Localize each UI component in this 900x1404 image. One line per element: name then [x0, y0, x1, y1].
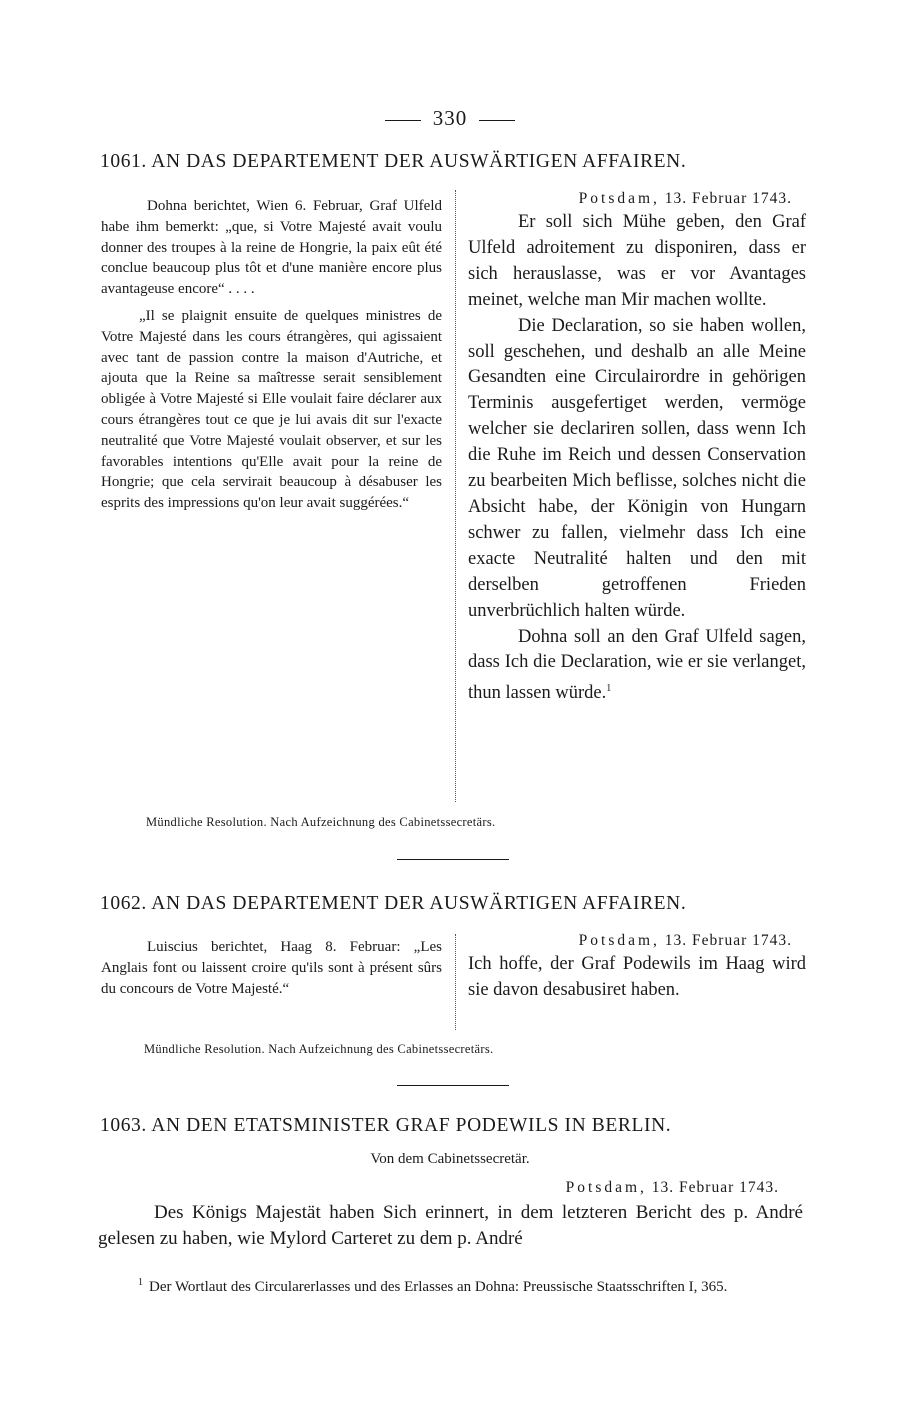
letter-1061-decision-paragraph-3: [468, 625, 806, 708]
letter-1062-decision: [468, 930, 806, 1004]
letter-1062-excerpt: [101, 937, 442, 999]
letter-1062-column-divider: [455, 934, 456, 1030]
letter-1063-dateline: [98, 1176, 803, 1200]
footnote: [98, 1272, 803, 1298]
letter-1061-decision-paragraph-2: Die Declaration, so sie haben wollen, soll geschehen, und deshalb an alle Meine Gesandten eine Circulairordre in gehörigen Terminis ausgefertiget werden, vermöge welcher sie declariren sollen, dass wenn Ich die Ruhe im Reich und dessen Conservation zu bearbeiten Mich beflisse, solches nicht die Absicht habe, der Königin von Hungarn schwer zu fallen, vielmehr dass Ich eine exacte Neutralité halten und den mit derselben getroffenen Frieden unverbrüchlich halten würde.: [468, 315, 806, 621]
footnote-text: Der Wortlaut des Circularerlasses und des Erlasses an Dohna: Preussische Staatsschriften I, 365.: [149, 1279, 728, 1295]
letter-1062-dateline-place: Potsdam,: [578, 932, 660, 949]
page-number-dash-right: [479, 120, 515, 121]
letter-1063-heading: 1063. AN DEN ETATSMINISTER GRAF PODEWILS IN BERLIN.: [100, 1115, 672, 1136]
letter-1061-heading: 1061. AN DAS DEPARTEMENT DER AUSWÄRTIGEN AFFAIREN.: [100, 151, 687, 172]
page-number-value: 330: [432, 106, 468, 130]
section-rule-1: [397, 859, 509, 860]
section-rule-2: [397, 1085, 509, 1086]
letter-1062-dateline: [468, 930, 806, 952]
footnote-marker: 1: [138, 1277, 143, 1288]
page-number-dash-left: [385, 120, 421, 121]
page-number: [0, 106, 900, 131]
letter-1063-body: [98, 1176, 803, 1252]
letter-1062-dateline-date: 13. Februar 1743.: [664, 932, 792, 949]
letter-1061-decision-paragraph-1: Er soll sich Mühe geben, den Graf Ulfeld adroitement zu disponiren, dass er sich herauslasse, was er vor Avantages meinet, welche man Mir machen wollte.: [468, 212, 806, 310]
letter-1061-decision: [468, 188, 806, 707]
letter-1061-column-divider: [455, 190, 456, 802]
letter-1061-dateline-place: Potsdam,: [578, 190, 660, 207]
letter-1061-decision-paragraph-3-text: Dohna soll an den Graf Ulfeld sagen, dass Ich die Declaration, wie er sie verlanget, thun lassen würde.: [468, 626, 806, 704]
letter-1061-footnote-ref: 1: [606, 683, 612, 695]
letter-1061-dateline-date: 13. Februar 1743.: [664, 190, 792, 207]
letter-1061-excerpt-paragraph-1-text: Dohna berichtet, Wien 6. Februar, Graf Ulfeld habe ihm bemerkt: „que, si Votre Majesté avait voulu donner des troupes à la reine de Hongrie, la paix eût été conclue beaucoup plus tôt et d'une manière encore plus avantageuse encore“ . . . .: [101, 198, 442, 298]
letter-1062-decision-paragraph-1: Ich hoffe, der Graf Podewils im Haag wird sie davon desabusiret haben.: [468, 954, 806, 1000]
letter-1061-excerpt: [101, 196, 442, 514]
letter-1061-resolution: Mündliche Resolution. Nach Aufzeichnung des Cabinetssecretärs.: [146, 815, 496, 829]
letter-1063-dateline-date: 13. Februar 1743.: [651, 1179, 779, 1196]
letter-1062-resolution: Mündliche Resolution. Nach Aufzeichnung des Cabinetssecretärs.: [144, 1042, 494, 1056]
letter-1062-heading: 1062. AN DAS DEPARTEMENT DER AUSWÄRTIGEN AFFAIREN.: [100, 893, 687, 914]
letter-1063-subheading: Von dem Cabinetssecretär.: [370, 1151, 530, 1167]
letter-1061-dateline: [468, 188, 806, 210]
letter-1062-excerpt-paragraph-1: Luiscius berichtet, Haag 8. Februar: „Les Anglais font ou laissent croire qu'ils sont à présent sûrs du concours de Votre Majesté.“: [101, 939, 442, 997]
letter-1061-excerpt-paragraph-2: „Il se plaignit ensuite de quelques ministres de Votre Majesté dans les cours étrangères, qui agissaient avec tant de passion contre la maison d'Autriche, et ajouta que la Reine sa maîtresse serait sensiblement obligée à Votre Majesté si Elle voulait faire déclarer aux cours étrangères tout ce que je lui avais dit sur l'exacte neutralité que Votre Majesté voulait observer, et sur les favorables intentions qu'Elle avait pour la reine de Hongrie; que cela servirait beaucoup à désabuser les esprits des impressions qu'on leur avait suggérées.“: [101, 307, 442, 512]
letter-1061-excerpt-paragraph-1: [101, 196, 442, 300]
letter-1063-dateline-place: Potsdam,: [565, 1179, 647, 1196]
letter-1063-paragraph: Des Königs Majestät haben Sich erinnert, in dem letzteren Bericht des p. André gelesen zu haben, wie Mylord Carteret zu dem p. André: [98, 1202, 803, 1249]
